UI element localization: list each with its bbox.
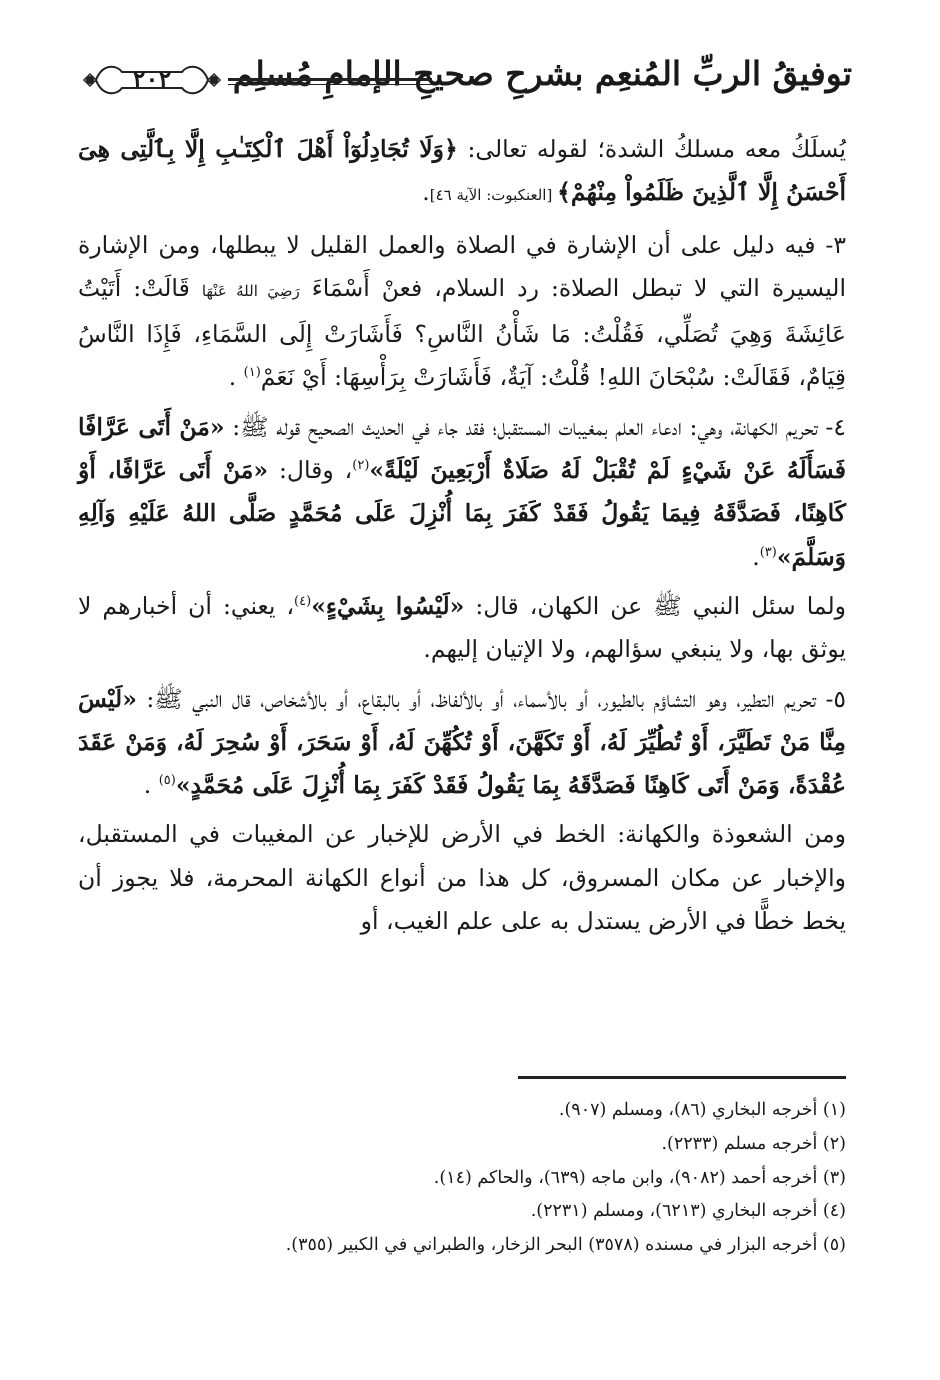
- text-run: .: [228, 363, 244, 392]
- page-number-badge: [82, 58, 222, 102]
- text-run: .: [422, 178, 430, 207]
- hadith-text: «مَنْ أَتَى عَرَّافًا فَسَأَلَهُ عَنْ شَيْءٍ لَمْ تُقْبَلْ لَهُ صَلَاةٌ أَرْبَعِينَ لَيْلَةً»: [78, 412, 846, 485]
- footnote: (٥) أخرجه البزار في مسنده (٣٥٧٨) البحر الزخار، والطبراني في الكبير (٣٥٥).: [285, 1235, 846, 1256]
- hadith-text: «مَنْ أَتَى عَرَّافًا، أَوْ كَاهِنًا، فَصَدَّقَهُ فِيمَا يَقُولُ فَقَدْ كَفَرَ بِمَا أُنْزِلَ عَلَى مُحَمَّدٍ صَلَّى اللهُ عَلَيْهِ وَآلِهِ وَسَلَّمَ»: [78, 456, 846, 571]
- text-run: ومن الشعوذة والكهانة: الخط في الأرض للإخبار عن المغيبات في المستقبل، والإخبار عن مكان المسروق، كل هذا من أنواع الكهانة المحرمة، فلا يجوز أن يخط خطًّا في الأرض يستدل به على علم الغيب، أو: [78, 820, 846, 936]
- footnote-separator: [518, 1076, 846, 1079]
- text-run: .: [752, 542, 760, 571]
- text-run: ٤- تحريم الكهانة، وهي: ادعاء العلم بمغيبات المستقبل؛ فقد جاء في الحديث الصحيح قوله: [268, 412, 846, 441]
- text-run: عن الكهان، قال:: [464, 591, 654, 620]
- paragraph: [78, 813, 846, 943]
- quran-verse: ﴿وَلَا تُجَادِلُوٓاْ أَهْلَ ٱلْكِتَـٰبِ إِلَّا بِٱلَّتِى هِىَ أَحْسَنُ إِلَّا ٱلَّذِينَ ظَلَمُواْ مِنْهُمْ﴾: [78, 135, 846, 207]
- text-run: ، يعني: أن أخبارهم لا يوثق بها، ولا ينبغي سؤالهم، ولا الإتيان إليهم.: [78, 591, 846, 664]
- text-run: ٣- فيه دليل على أن الإشارة في الصلاة والعمل القليل لا يبطلها، ومن الإشارة اليسيرة التي لا تبطل الصلاة: رد السلام، فعنْ أَسْمَاءَ: [78, 230, 846, 302]
- running-title: توفيقُ الربِّ المُنعِم بشرحِ صحيحِ الإمامِ مُسلِم: [232, 54, 852, 93]
- footnote-marker[interactable]: (٣): [759, 544, 777, 560]
- header-rule-thin: [228, 84, 432, 85]
- text-run: ولما سئل النبي: [681, 591, 846, 620]
- text-run: قَالَتْ: أَتَيْتُ عَائِشَةَ وَهِيَ تُصَلِّي، فَقُلْتُ: مَا شَأْنُ النَّاسِ؟ فَأَشَارَتْ إِلَى السَّمَاءِ، فَإِذَا النَّاسُ قِيَامٌ، فَقَالَتْ: سُبْحَانَ اللهِ! قُلْتُ: آيَةٌ، فَأَشَارَتْ بِرَأْسِهَا: أَيْ نَعَمْ: [78, 273, 846, 392]
- salawat-symbol: ﷺ: [154, 684, 183, 713]
- footnotes: [90, 1094, 846, 1263]
- page-header: [82, 50, 852, 110]
- paragraph: [78, 224, 846, 400]
- text-run: ، وقال:: [268, 456, 353, 485]
- hadith-text: «لَيْسُوا بِشَيْءٍ»: [311, 591, 465, 620]
- footnote: (٣) أخرجه أحمد (٩٠٨٢)، وابن ماجه (٦٣٩)، والحاكم (١٤).: [433, 1167, 846, 1188]
- verse-reference: [العنكبوت: الآية ٤٦]: [429, 186, 558, 205]
- paragraph: [78, 128, 846, 218]
- text-run: :: [136, 684, 155, 713]
- footnote-marker[interactable]: (١): [243, 365, 261, 381]
- text-run: .: [143, 771, 159, 800]
- text-run: يُسلَكُ معه مسلكُ الشدة؛ لقوله تعالى:: [457, 135, 846, 163]
- footnote-marker[interactable]: (٢): [352, 458, 370, 474]
- main-text: [78, 128, 846, 949]
- footnote: (٢) أخرجه مسلم (٢٢٣٣).: [661, 1133, 846, 1154]
- paragraph: [78, 678, 846, 808]
- footnote: (٤) أخرجه البخاري (٦٢١٣)، ومسلم (٢٢٣١).: [530, 1201, 846, 1222]
- honorific: رَضِيَ اللهُ عَنْهَا: [201, 281, 300, 300]
- footnote-marker[interactable]: (٥): [158, 773, 176, 789]
- hadith-text: «لَيْسَ مِنَّا مَنْ تَطَيَّرَ، أَوْ تُطُيِّرَ لَهُ، أَوْ تَكَهَّنَ، أَوْ تُكُهِّنَ لَهُ، أَوْ سَحَرَ، أَوْ سُحِرَ لَهُ، وَمَنْ عَقَدَ عُقْدَةً، وَمَنْ أَتَى كَاهِنًا فَصَدَّقَهُ بِمَا يَقُولُ فَقَدْ كَفَرَ بِمَا أُنْزِلَ عَلَى مُحَمَّدٍ»: [78, 684, 846, 800]
- footnote: (١) أخرجه البخاري (٨٦)، ومسلم (٩٠٧).: [558, 1100, 846, 1120]
- text-run: ٥- تحريم التطير، وهو التشاؤم بالطيور، أو بالأسماء، أو بالألفاظ، أو بالبقاع، أو بالأشخاص، قال النبي: [182, 684, 847, 713]
- paragraph: [78, 585, 846, 672]
- page-number: ٢٠٢: [132, 64, 172, 93]
- salawat-symbol: ﷺ: [653, 591, 682, 620]
- header-rule: [228, 78, 432, 81]
- text-run: :: [224, 412, 241, 441]
- footnote-marker[interactable]: (٤): [294, 594, 312, 610]
- paragraph: [78, 406, 846, 579]
- salawat-symbol: ﷺ: [240, 412, 269, 441]
